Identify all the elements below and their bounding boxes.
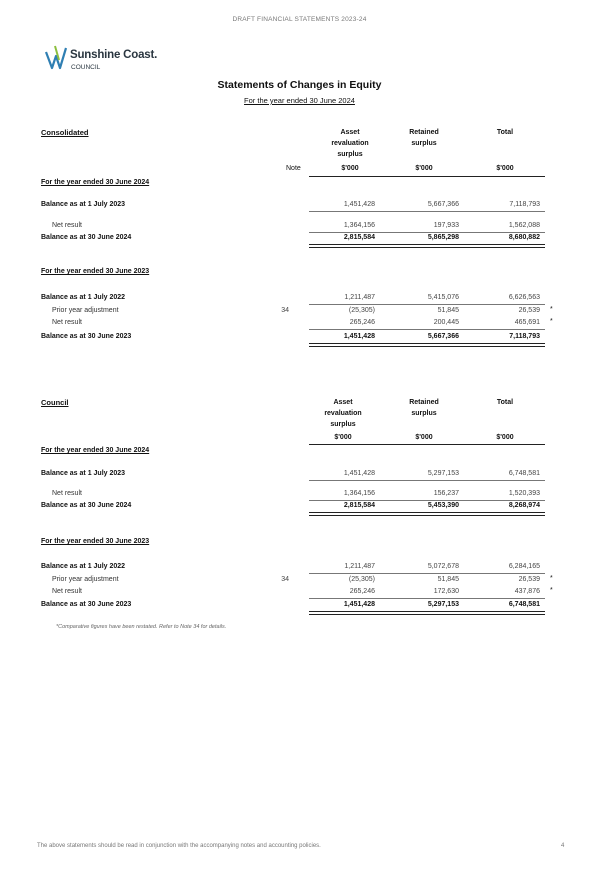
cell-note: 34 [281,576,289,583]
cell-retained: 5,453,390 [427,502,459,509]
cell-asset: (25,305) [348,576,375,583]
restated-marker: * [550,306,553,313]
total-double-rule [309,343,545,347]
row-rule [309,480,545,481]
cell-asset: 265,246 [349,319,375,326]
cell-asset: 1,364,156 [343,490,375,497]
cell-asset: 2,815,584 [343,234,375,241]
cell-asset: 1,211,487 [344,294,375,301]
row-label: Balance as at 1 July 2023 [41,201,126,208]
period-heading: For the year ended 30 June 2024 [41,179,150,186]
row-rule [309,232,545,233]
period-heading: For the year ended 30 June 2023 [41,268,150,275]
cell-total: 7,118,793 [509,201,540,208]
cell-asset: 1,451,428 [343,601,375,608]
cell-total: 1,520,393 [508,490,540,497]
logo-sub: COUNCIL [71,64,101,71]
row-label: Prior year adjustment [52,307,119,314]
cell-total: 6,626,563 [508,294,540,301]
total-double-rule [309,611,545,615]
cell-retained: 156,237 [433,490,459,497]
header-rule [309,444,545,445]
cell-total: 6,284,165 [508,563,540,570]
cell-asset: 2,815,584 [343,502,375,509]
page-subtitle: For the year ended 30 June 2024 [244,96,355,105]
row-label: Balance as at 1 July 2023 [41,470,126,477]
page-number: 4 [561,843,565,849]
cell-asset: (25,305) [348,307,375,314]
row-rule [309,598,545,599]
unit-label: $'000 [415,434,433,441]
total-double-rule [309,244,545,248]
restated-marker: * [550,575,553,582]
col-header-asset-revaluation: Asset revaluation surplus [324,399,362,428]
cell-total: 437,876 [514,588,540,595]
period-heading: For the year ended 30 June 2023 [41,538,150,545]
row-label: Balance as at 1 July 2022 [41,563,126,570]
cell-retained: 5,297,153 [427,470,459,477]
cell-total: 26,539 [518,307,540,314]
row-label: Balance as at 30 June 2024 [41,234,132,241]
cell-total: 7,118,793 [509,333,540,340]
row-label: Balance as at 30 June 2023 [41,601,132,608]
row-rule [309,211,545,212]
cell-retained: 172,630 [433,588,459,595]
row-rule [309,500,545,501]
header-rule [309,176,545,177]
section-title-consolidated: Consolidated [41,128,89,137]
unit-label: $'000 [496,434,514,441]
col-header-retained-surplus: Retained surplus [409,129,439,147]
cell-retained: 51,845 [437,576,459,583]
unit-label: $'000 [341,165,359,172]
cell-total: 6,748,581 [508,601,540,608]
cell-asset: 1,364,156 [343,222,375,229]
row-rule [309,329,545,330]
restatement-footnote: *Comparative figures have been restated. Refer to Note 34 for details. [56,624,227,630]
cell-asset: 1,211,487 [344,563,375,570]
cell-retained: 200,445 [433,319,459,326]
cell-retained: 5,667,366 [427,333,459,340]
col-header-total: Total [496,399,514,406]
cell-total: 465,691 [514,319,540,326]
section-title-council: Council [41,398,69,407]
row-label: Balance as at 30 June 2023 [41,333,132,340]
cell-total: 6,748,581 [508,470,540,477]
restated-marker: * [550,318,553,325]
document-header: DRAFT FINANCIAL STATEMENTS 2023-24 [232,16,367,23]
cell-asset: 1,451,428 [343,201,375,208]
cell-total: 26,539 [518,576,540,583]
page-title: Statements of Changes in Equity [217,79,382,91]
cell-retained: 5,297,153 [427,601,459,608]
col-header-note: Note [286,165,301,172]
unit-label: $'000 [496,165,514,172]
row-label: Net result [52,490,82,497]
unit-label: $'000 [415,165,433,172]
cell-retained: 51,845 [437,307,459,314]
cell-total: 1,562,088 [508,222,540,229]
row-label: Net result [52,222,82,229]
cell-retained: 5,072,678 [427,563,459,570]
cell-asset: 1,451,428 [343,333,375,340]
cell-retained: 5,667,366 [427,201,459,208]
cell-asset: 1,451,428 [343,470,375,477]
row-label: Prior year adjustment [52,576,119,583]
cell-total: 8,680,882 [508,234,540,241]
period-heading: For the year ended 30 June 2024 [41,447,150,454]
col-header-asset-revaluation: Asset revaluation surplus [331,129,369,158]
row-rule [309,573,545,574]
cell-asset: 265,246 [349,588,375,595]
row-rule [309,304,545,305]
cell-retained: 5,865,298 [427,234,459,241]
row-label: Net result [52,319,82,326]
row-label: Balance as at 30 June 2024 [41,502,132,509]
cell-retained: 5,415,076 [427,294,459,301]
cell-retained: 197,933 [433,222,459,229]
restated-marker: * [550,587,553,594]
cell-note: 34 [281,307,289,314]
total-double-rule [309,512,545,516]
col-header-retained-surplus: Retained surplus [409,399,439,417]
footer-text: The above statements should be read in conjunction with the accompanying notes and accounting policies. [37,843,321,849]
row-label: Net result [52,588,82,595]
row-label: Balance as at 1 July 2022 [41,294,126,301]
logo-name: Sunshine Coast. [70,49,158,61]
col-header-total: Total [496,129,514,136]
unit-label: $'000 [334,434,352,441]
cell-total: 8,268,974 [508,502,540,509]
